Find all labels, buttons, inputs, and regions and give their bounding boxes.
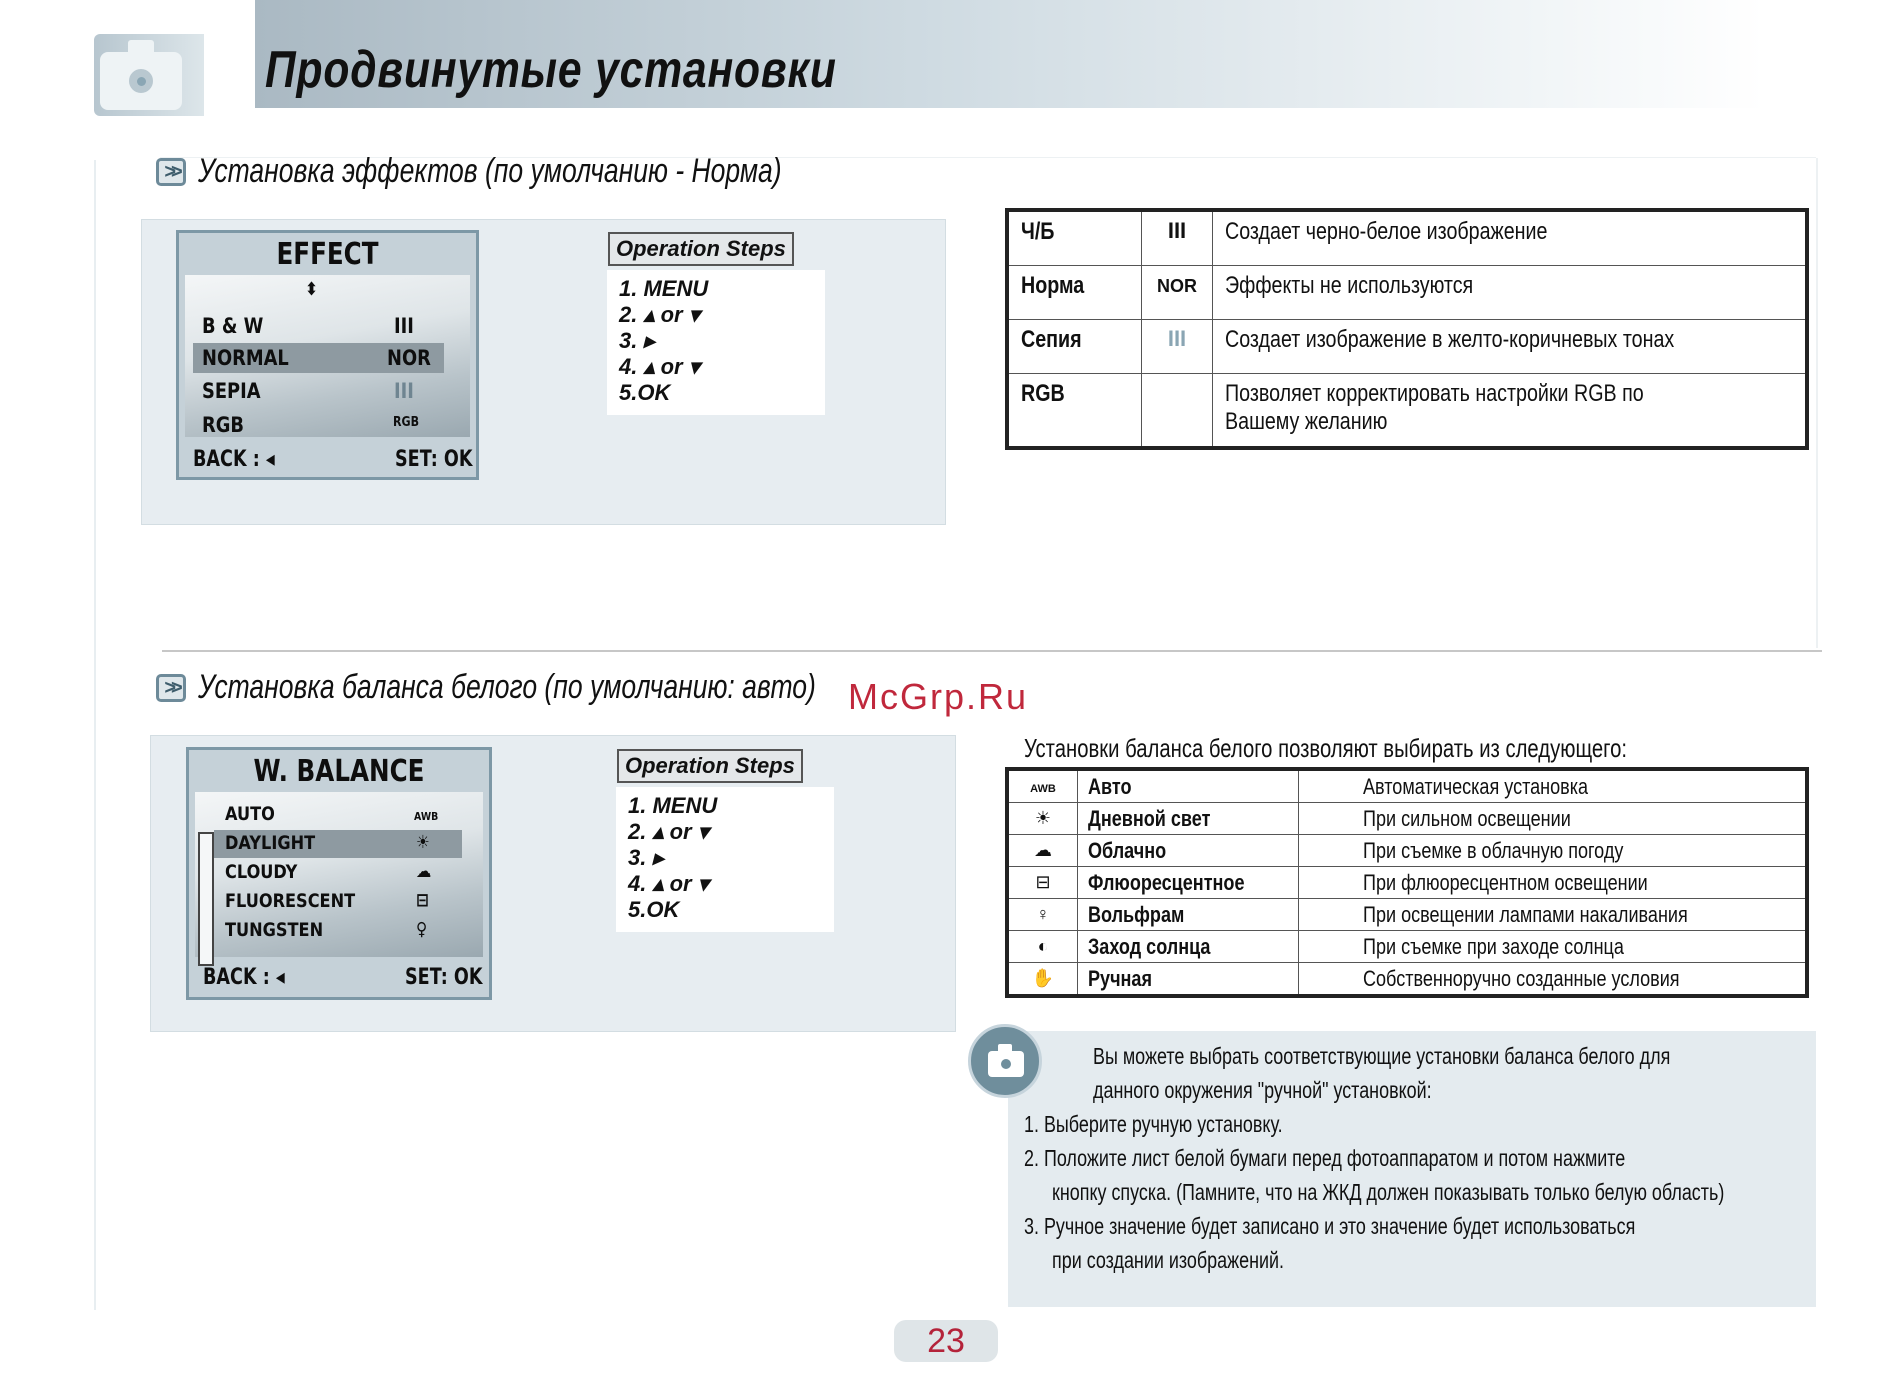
wb-mode-description: При съемке при заходе солнца <box>1363 933 1624 959</box>
table-row <box>1007 210 1807 266</box>
lcd-row-label: NORMAL <box>202 346 289 370</box>
bw-icon: III <box>1167 218 1187 243</box>
camera-note-icon <box>968 1024 1042 1098</box>
effect-name: Ч/Б <box>1021 218 1055 245</box>
operation-step: 5.OK <box>619 380 671 405</box>
daylight-icon: ☀ <box>416 832 430 853</box>
lcd-row-label: DAYLIGHT <box>225 832 316 854</box>
table-row <box>1007 803 1807 835</box>
effect-lcd-screen <box>176 230 479 480</box>
effect-name: Сепия <box>1021 326 1082 353</box>
sepia-icon: III <box>1167 326 1187 351</box>
note-step: 3. Ручное значение будет записано и это значение будет использоваться <box>1024 1213 1636 1239</box>
cloudy-icon: ☁ <box>1034 840 1052 860</box>
operation-step: 2. ▴ or ▾ <box>628 819 709 844</box>
table-row <box>1007 899 1807 931</box>
daylight-icon: ☀ <box>1034 808 1052 828</box>
lcd-set-label: SET: OK <box>395 447 473 472</box>
operation-step: 5.OK <box>628 897 680 922</box>
operation-steps-box <box>607 270 825 415</box>
effect-description: Создает черно-белое изображение <box>1225 218 1548 245</box>
sunset-icon: ◐ <box>1037 936 1049 956</box>
tungsten-icon: ♀ <box>1036 904 1050 924</box>
table-row <box>1007 320 1807 374</box>
wb-mode-description: При флюоресцентном освещении <box>1363 869 1648 895</box>
operation-steps-heading: Operation Steps <box>608 232 794 266</box>
sepia-icon: III <box>394 379 414 403</box>
camera-logo-icon <box>94 34 204 116</box>
operation-steps-heading: Operation Steps <box>617 749 803 783</box>
wb-table <box>1005 767 1809 998</box>
effect-name: Норма <box>1021 272 1085 299</box>
lcd-row-label: SEPIA <box>202 379 261 403</box>
wb-mode-name: Флюоресцентное <box>1088 869 1245 895</box>
page-number: 23 <box>894 1320 998 1362</box>
section-arrow-icon: >> <box>156 158 186 186</box>
effect-description: Создает изображение в желто-коричневых тонах <box>1225 326 1675 353</box>
awb-icon: AWB <box>1030 783 1056 795</box>
wb-section-heading: Установка баланса белого (по умолчанию: авто) <box>198 668 816 706</box>
wb-intro-text: Установки баланса белого позволяют выбирать из следующего: <box>1024 733 1628 763</box>
table-row <box>1007 931 1807 963</box>
tungsten-icon: ♀ <box>416 919 428 940</box>
table-row <box>1007 835 1807 867</box>
note-step: кнопку спуска. (Памните, что на ЖКД должен показывать только белую область) <box>1052 1179 1725 1205</box>
awb-icon: AWB <box>414 810 439 823</box>
fluorescent-icon: ⊟ <box>1035 872 1051 892</box>
wb-lcd-screen <box>186 747 492 1000</box>
effect-description: Эффекты не используются <box>1225 272 1474 299</box>
manual-icon: ✋ <box>1031 968 1055 988</box>
operation-step: 4. ▴ or ▾ <box>619 354 700 379</box>
wb-mode-name: Облачно <box>1088 837 1167 863</box>
wb-mode-name: Авто <box>1088 773 1132 799</box>
effect-description: Позволяет корректировать настройки RGB по Вашему желанию <box>1225 380 1644 435</box>
note-text: данного окружения "ручной" установкой: <box>1093 1077 1432 1103</box>
operation-step: 1. MENU <box>628 793 718 818</box>
frame-line-right <box>1816 158 1818 648</box>
wb-mode-description: При сильном освещении <box>1363 805 1571 831</box>
fluorescent-icon: ⊟ <box>416 890 429 911</box>
scroll-arrows-icon: ⬍ <box>305 279 318 300</box>
cloudy-icon: ☁ <box>416 861 432 882</box>
lcd-title: EFFECT <box>276 237 379 272</box>
note-step: при создании изображений. <box>1052 1247 1285 1273</box>
lcd-row-label: CLOUDY <box>225 861 298 883</box>
lcd-row-label: RGB <box>202 413 245 437</box>
lcd-row-label: TUNGSTEN <box>225 919 324 941</box>
effects-section-heading: Установка эффектов (по умолчанию - Норма) <box>198 152 782 190</box>
normal-icon: NOR <box>387 346 431 370</box>
operation-step: 3. ▸ <box>628 845 664 870</box>
wb-mode-description: Собственноручно созданные условия <box>1363 965 1680 991</box>
note-step: 2. Положите лист белой бумаги перед фотоаппаратом и потом нажмите <box>1024 1145 1626 1171</box>
wb-mode-name: Ручная <box>1088 965 1152 991</box>
operation-step: 2. ▴ or ▾ <box>619 302 700 327</box>
wb-mode-name: Вольфрам <box>1088 901 1185 927</box>
wb-mode-description: Автоматическая установка <box>1363 773 1589 799</box>
normal-icon: NOR <box>1157 276 1197 296</box>
effect-name: RGB <box>1021 380 1065 407</box>
rgb-icon: RGB <box>393 415 420 430</box>
bw-icon: III <box>394 314 414 338</box>
section-divider <box>162 650 1822 652</box>
wb-mode-name: Заход солнца <box>1088 933 1211 959</box>
operation-step: 4. ▴ or ▾ <box>628 871 709 896</box>
note-text: Вы можете выбрать соответствующие установки баланса белого для <box>1093 1043 1671 1069</box>
lcd-row-label: AUTO <box>225 803 275 825</box>
note-step: 1. Выберите ручную установку. <box>1024 1111 1283 1137</box>
effects-table <box>1005 208 1809 450</box>
operation-step: 1. MENU <box>619 276 709 301</box>
table-row <box>1007 963 1807 997</box>
lcd-back-label: BACK : ◂ <box>193 447 275 472</box>
table-row <box>1007 867 1807 899</box>
operation-steps-box <box>616 787 834 932</box>
table-row <box>1007 374 1807 449</box>
section-arrow-icon: >> <box>156 674 186 702</box>
wb-mode-description: При съемке в облачную погоду <box>1363 837 1624 863</box>
watermark: McGrp.Ru <box>848 676 1029 717</box>
lcd-row-label: FLUORESCENT <box>225 890 356 912</box>
lcd-row-label: B & W <box>202 314 264 338</box>
page-title: Продвинутые установки <box>265 41 837 99</box>
lcd-title: W. BALANCE <box>253 754 425 789</box>
operation-step: 3. ▸ <box>619 328 655 353</box>
lcd-back-label: BACK : ◂ <box>203 965 285 990</box>
wb-mode-description: При освещении лампами накаливания <box>1363 901 1688 927</box>
frame-line-left <box>94 160 96 1310</box>
lcd-set-label: SET: OK <box>405 965 483 990</box>
wb-mode-name: Дневной свет <box>1088 805 1211 831</box>
scrollbar <box>198 832 214 966</box>
table-row <box>1007 769 1807 803</box>
table-row <box>1007 266 1807 320</box>
